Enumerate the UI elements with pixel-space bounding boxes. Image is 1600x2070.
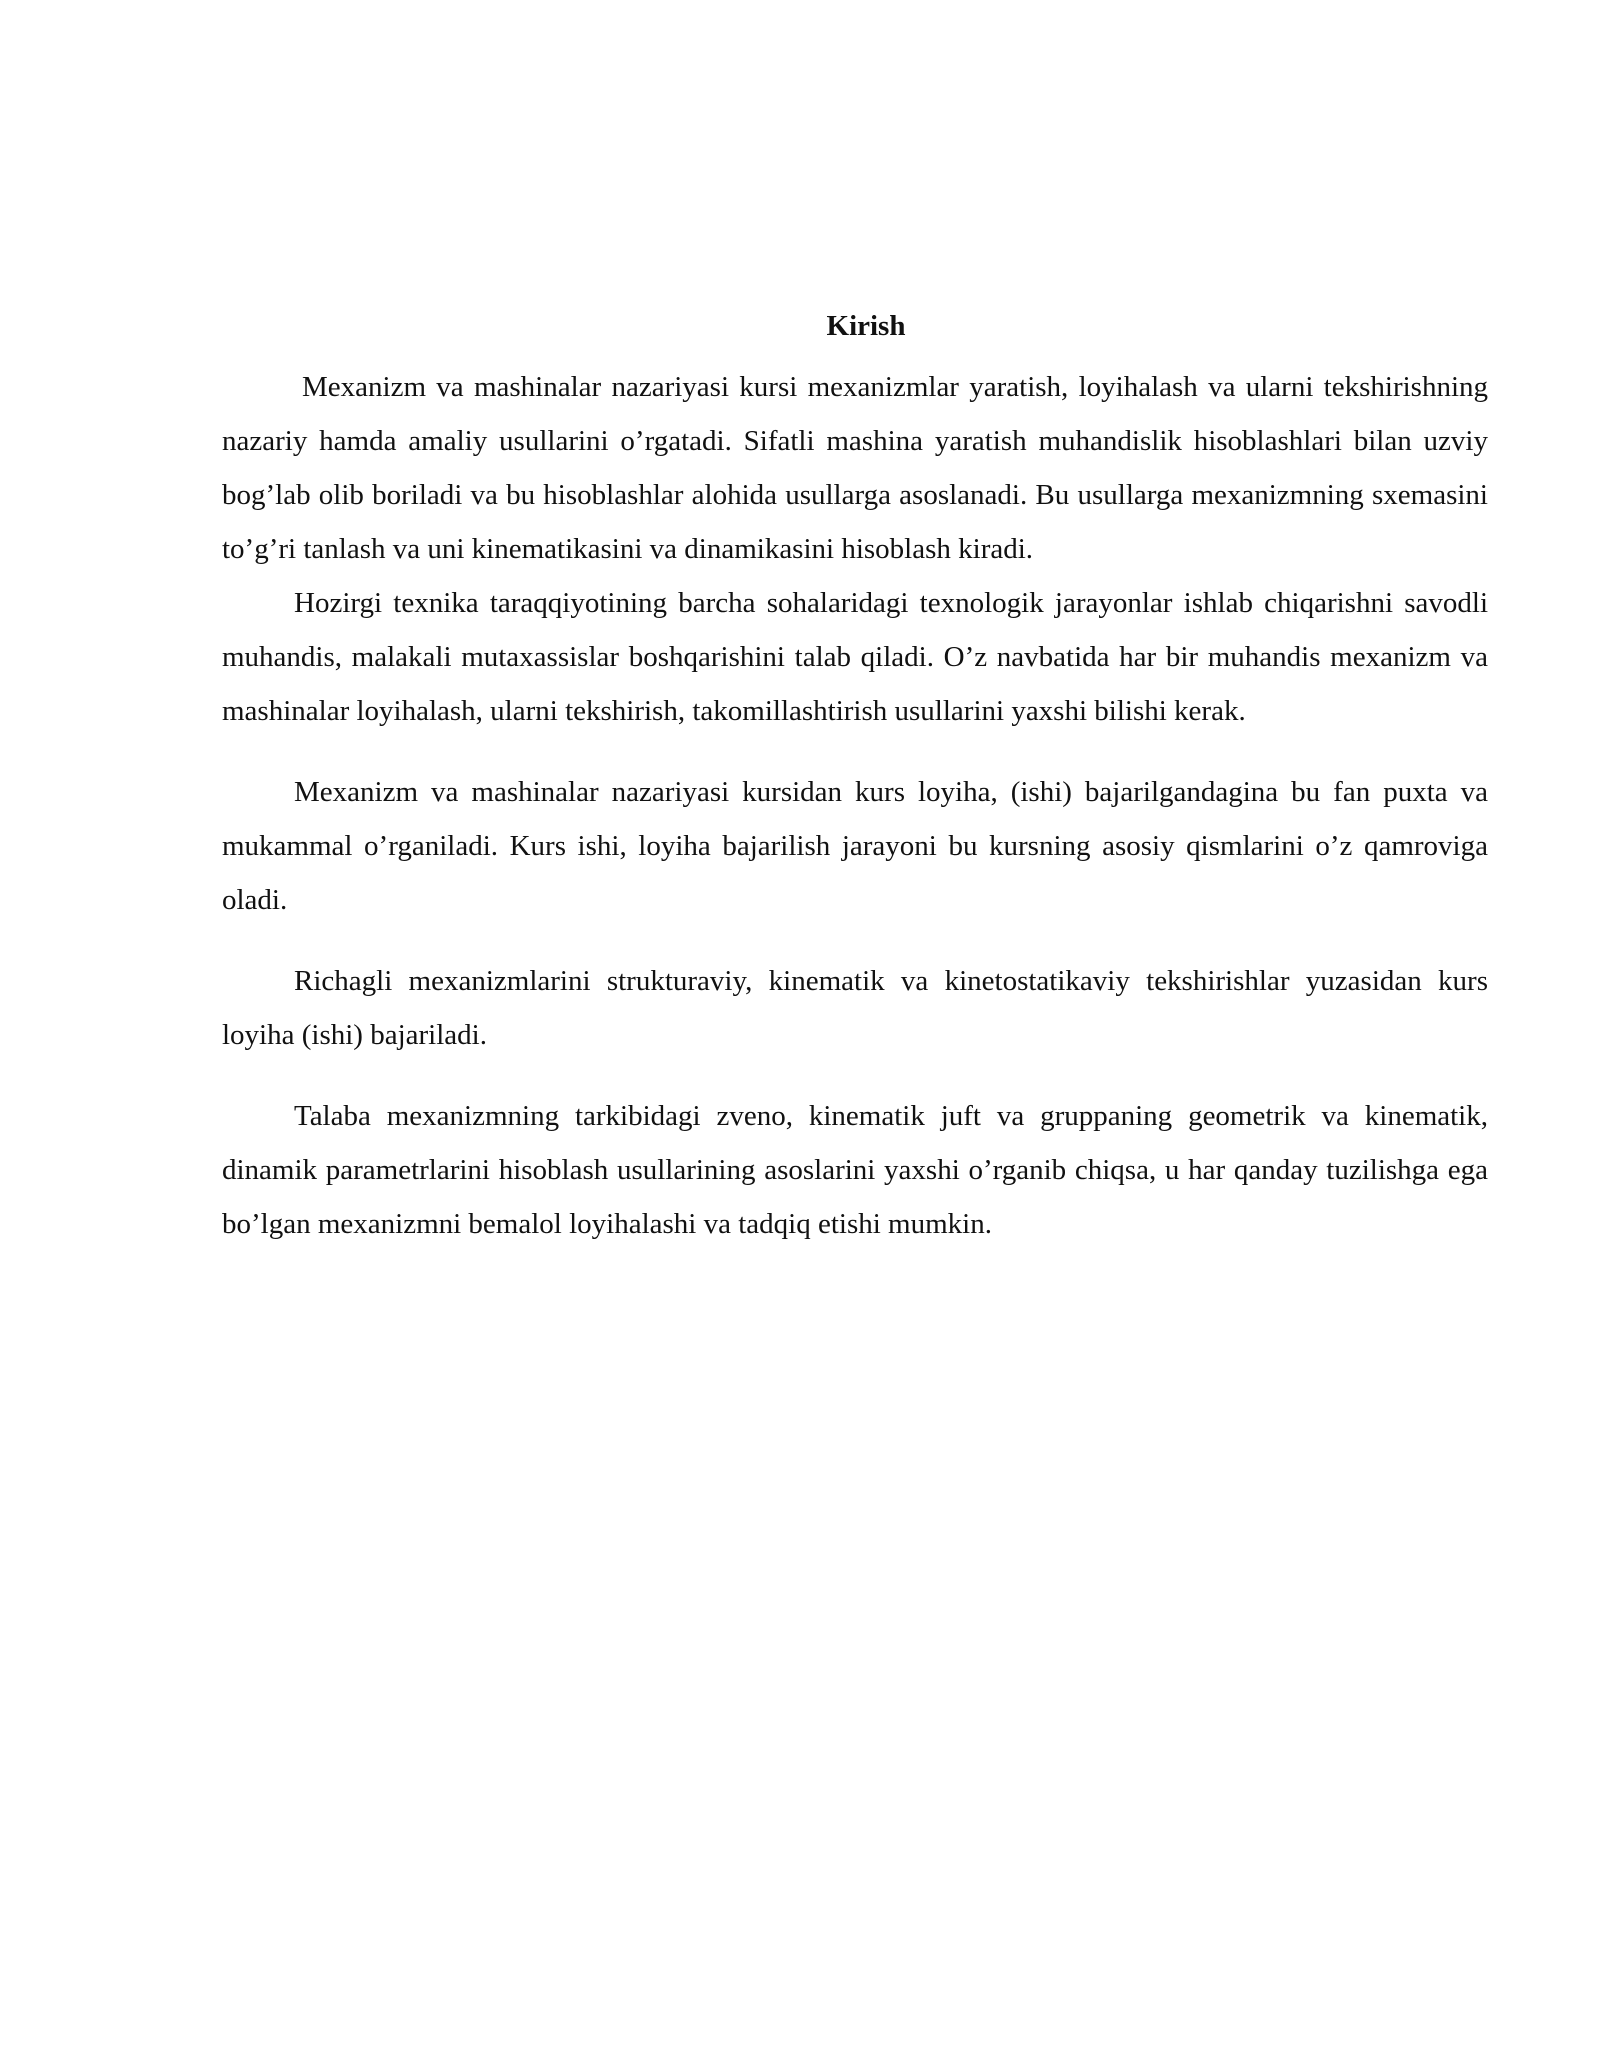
paragraph-lever-mechanisms: Richagli mexanizmlarini strukturaviy, kinematik va kinetostatikaviy tekshirishlar yuzasidan kurs loyiha (ishi) bajariladi.: [222, 965, 1488, 1051]
paragraph-technology: Hozirgi texnika taraqqiyotining barcha sohalaridagi texnologik jarayonlar ishlab chiqarishni savodli muhandis, malakali mutaxassislar boshqarishini talab qiladi. O’z navbatida har bir muhandis mexanizm va mashinalar loyihalash, ularni tekshirish, takomillashtirish usullarini yaxshi bilishi kerak.: [222, 587, 1488, 727]
paragraph-student: Talaba mexanizmning tarkibidagi zveno, kinematik juft va gruppaning geometrik va kinematik, dinamik parametrlarini hisoblash usullarining asoslarini yaxshi o’rganib chiqsa, u har qanday tuzilishga ega bo’lgan mexanizmni bemalol loyihalashi va tadqiq etishi mumkin.: [222, 1100, 1488, 1240]
paragraph-course-project: Mexanizm va mashinalar nazariyasi kursidan kurs loyiha, (ishi) bajarilgandagina bu fan puxta va mukammal o’rganiladi. Kurs ishi, loyiha bajarilish jarayoni bu kursning asosiy qismlarini o’z qamroviga oladi.: [222, 776, 1488, 916]
paragraph-intro: Mexanizm va mashinalar nazariyasi kursi mexanizmlar yaratish, loyihalash va ularni tekshirishning nazariy hamda amaliy usullarini o’rgatadi. Sifatli mashina yaratish muhandislik hisoblashlari bilan uzviy bog’lab olib boriladi va bu hisoblashlar alohida usullarga asoslanadi. Bu usullarga mexanizmning sxemasini to’g’ri tanlash va uni kinematikasini va dinamikasini hisoblash kiradi.: [222, 371, 1488, 565]
document-body: [222, 306, 1488, 1251]
page-title: Kirish: [826, 310, 906, 342]
